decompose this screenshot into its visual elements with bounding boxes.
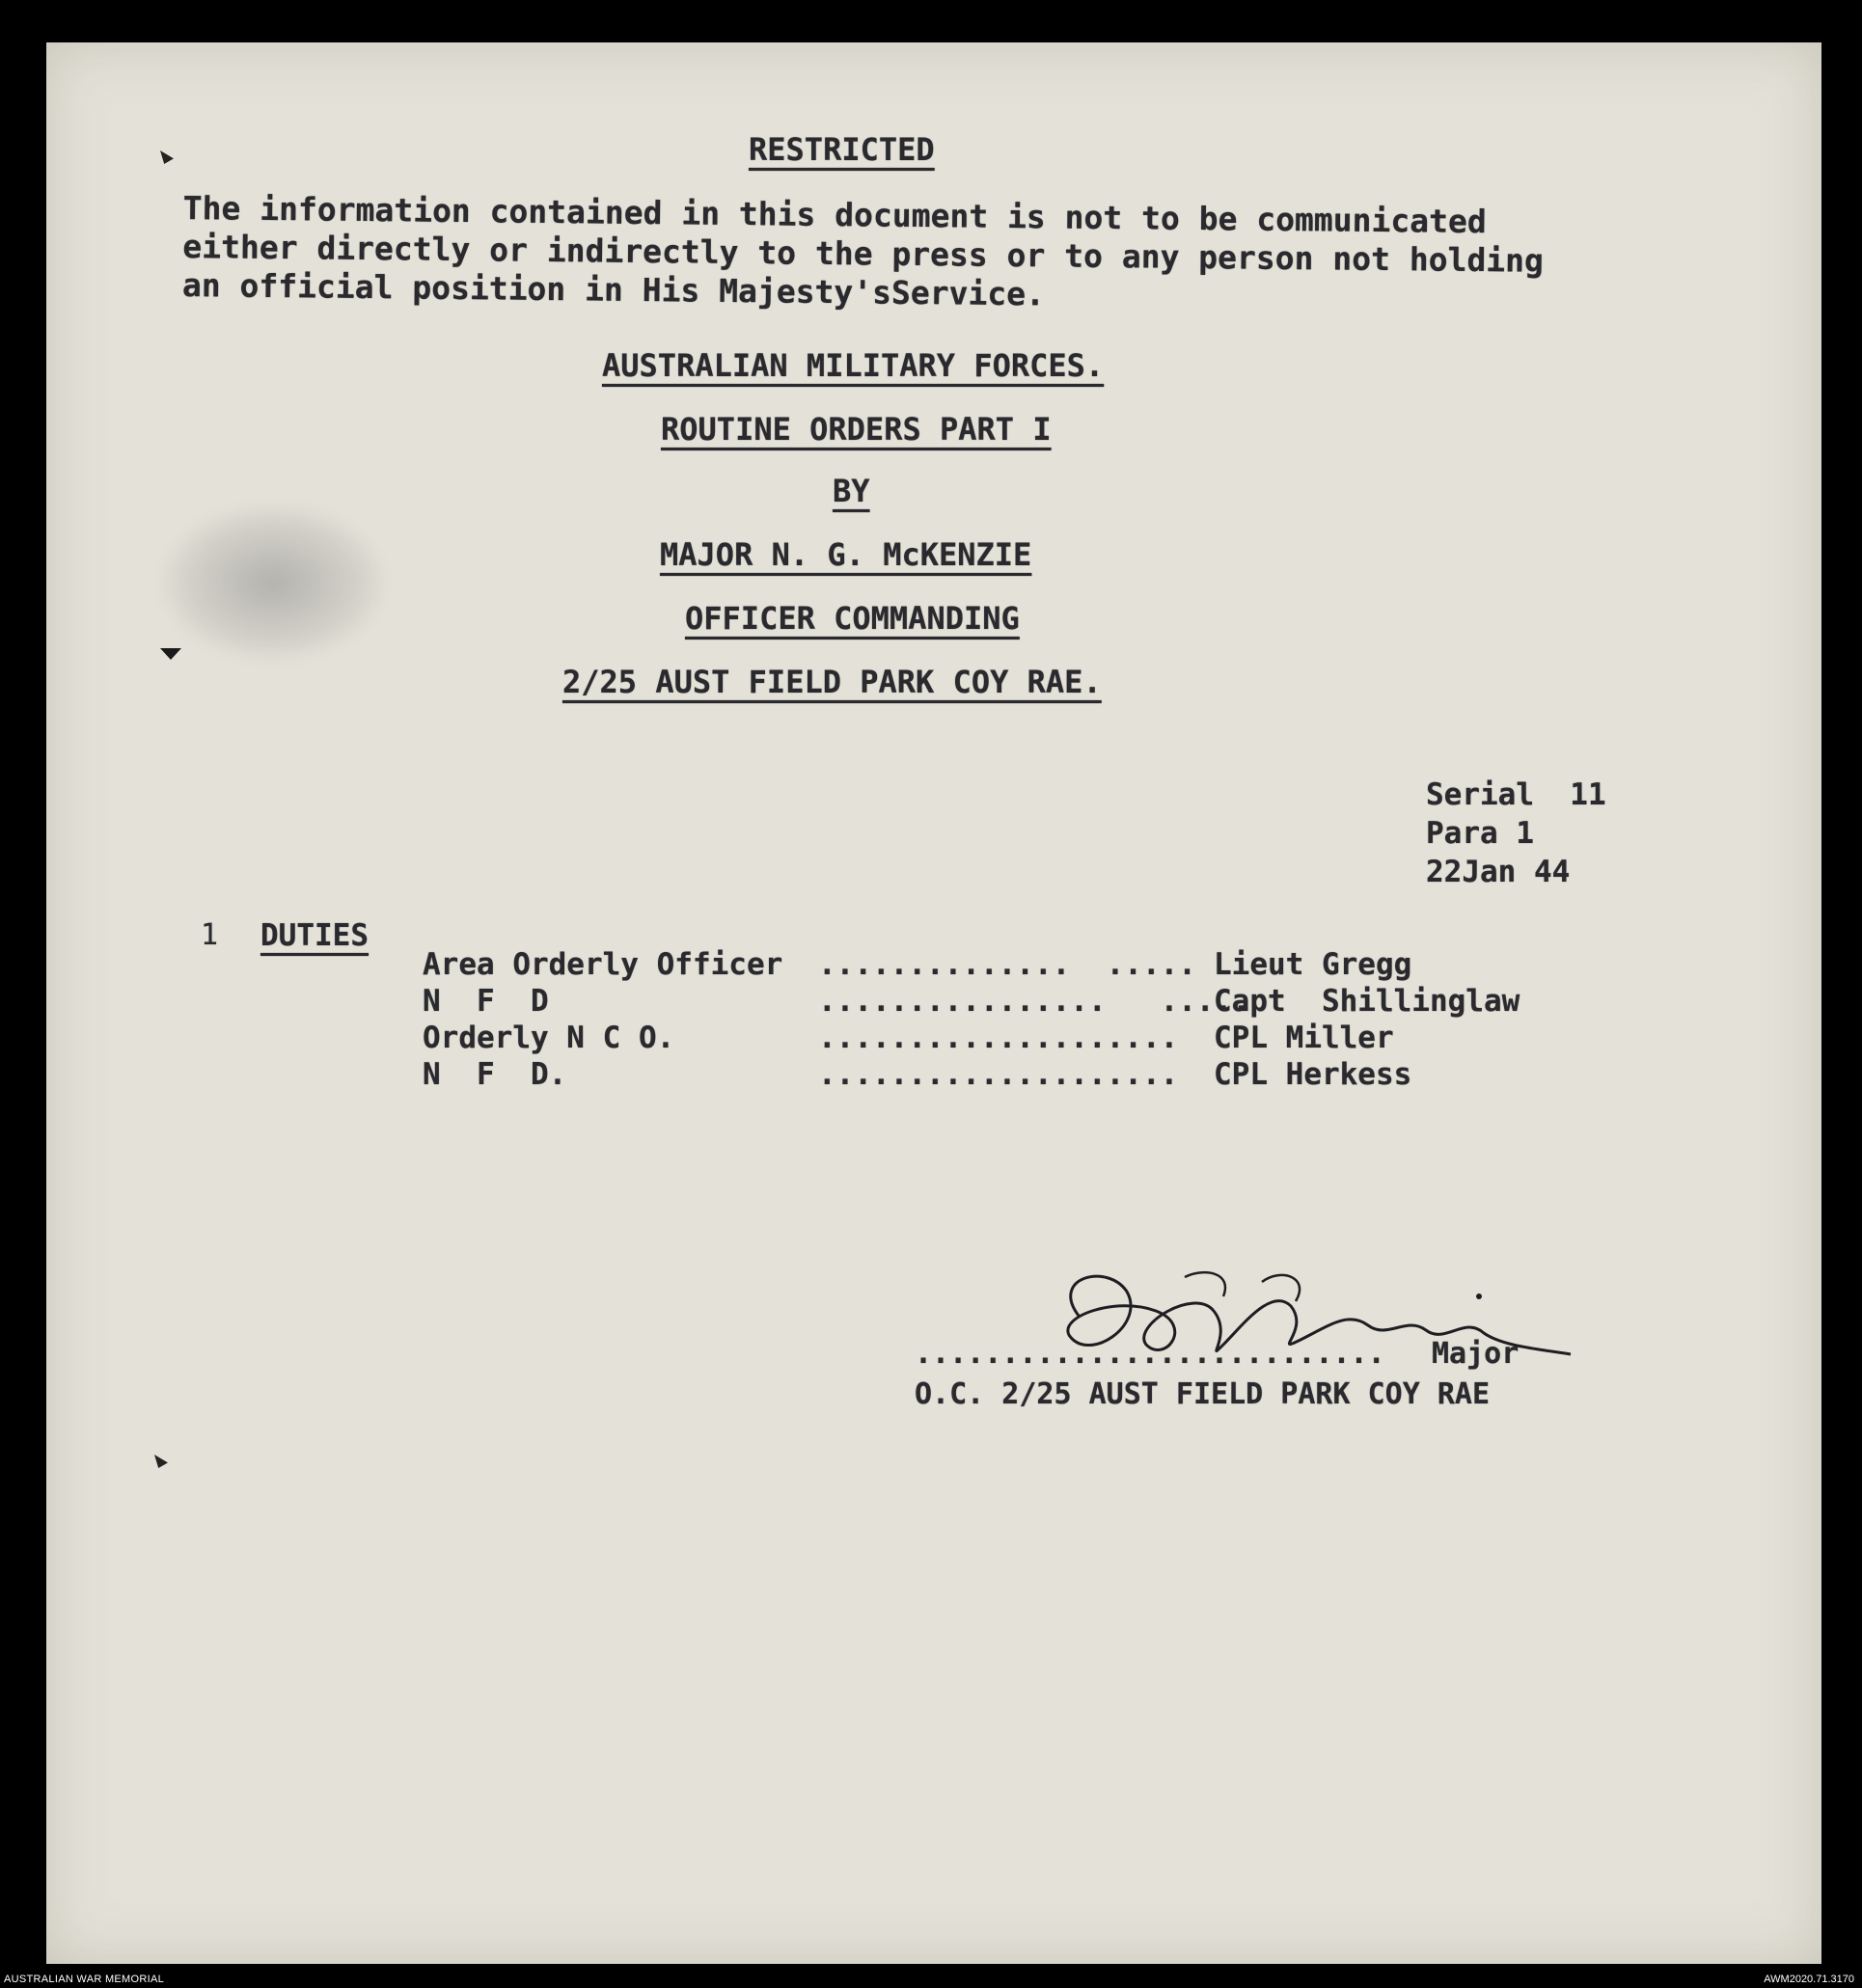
- duty-name: Capt Shillinglaw: [1214, 984, 1520, 1019]
- footer-accession-number: AWM2020.71.3170: [1764, 1974, 1854, 1985]
- signatory-title: O.C. 2/25 AUST FIELD PARK COY RAE: [915, 1377, 1491, 1411]
- notice-line: either directly or indirectly to the press or to any person not holding: [182, 227, 1545, 280]
- duty-leader-dots: ................ .....: [818, 984, 1250, 1019]
- duty-name: CPL Herkess: [1214, 1057, 1412, 1092]
- confidentiality-notice: [182, 189, 1727, 321]
- notice-line: an official position in His Majesty'sService.: [181, 265, 1046, 313]
- footer-institution: AUSTRALIAN WAR MEMORIAL: [4, 1974, 165, 1985]
- corner-mark: [160, 150, 174, 164]
- ink-smudge: [162, 505, 384, 660]
- duty-leader-dots: ....................: [818, 1057, 1179, 1092]
- duty-name: Lieut Gregg: [1214, 947, 1412, 982]
- notice-line: The information contained in this document is not to be communicated: [182, 189, 1487, 241]
- heading-officer-name: MAJOR N. G. McKENZIE: [660, 536, 1032, 573]
- serial-number: Serial 11: [1426, 777, 1606, 812]
- corner-mark: [154, 1455, 168, 1468]
- para-number: Para 1: [1426, 816, 1534, 851]
- duty-role: N F D: [423, 984, 549, 1019]
- serial-block: [1426, 776, 1606, 891]
- paper-sheet: [46, 42, 1821, 1964]
- section-number: 1: [201, 918, 219, 952]
- duty-leader-dots: ....................: [818, 1021, 1179, 1055]
- section-title: DUTIES: [260, 918, 369, 953]
- heading-officer-role: OFFICER COMMANDING: [685, 600, 1020, 637]
- signature-leader-dots: ...........................: [915, 1337, 1385, 1371]
- duty-role: Area Orderly Officer: [423, 947, 783, 982]
- duty-role: N F D.: [423, 1057, 567, 1092]
- heading-unit: 2/25 AUST FIELD PARK COY RAE.: [562, 664, 1102, 700]
- heading-routine-orders: ROUTINE ORDERS PART I: [661, 411, 1052, 448]
- signatory-rank: Major: [1432, 1337, 1520, 1371]
- duty-leader-dots: .............. .....: [818, 947, 1196, 982]
- restricted-label: RESTRICTED: [749, 131, 935, 168]
- order-date: 22Jan 44: [1426, 855, 1571, 889]
- duty-role: Orderly N C O.: [423, 1021, 675, 1055]
- heading-forces: AUSTRALIAN MILITARY FORCES.: [602, 347, 1105, 384]
- punch-hole-mark: [160, 648, 181, 660]
- duty-name: CPL Miller: [1214, 1021, 1394, 1055]
- heading-by: BY: [833, 473, 870, 509]
